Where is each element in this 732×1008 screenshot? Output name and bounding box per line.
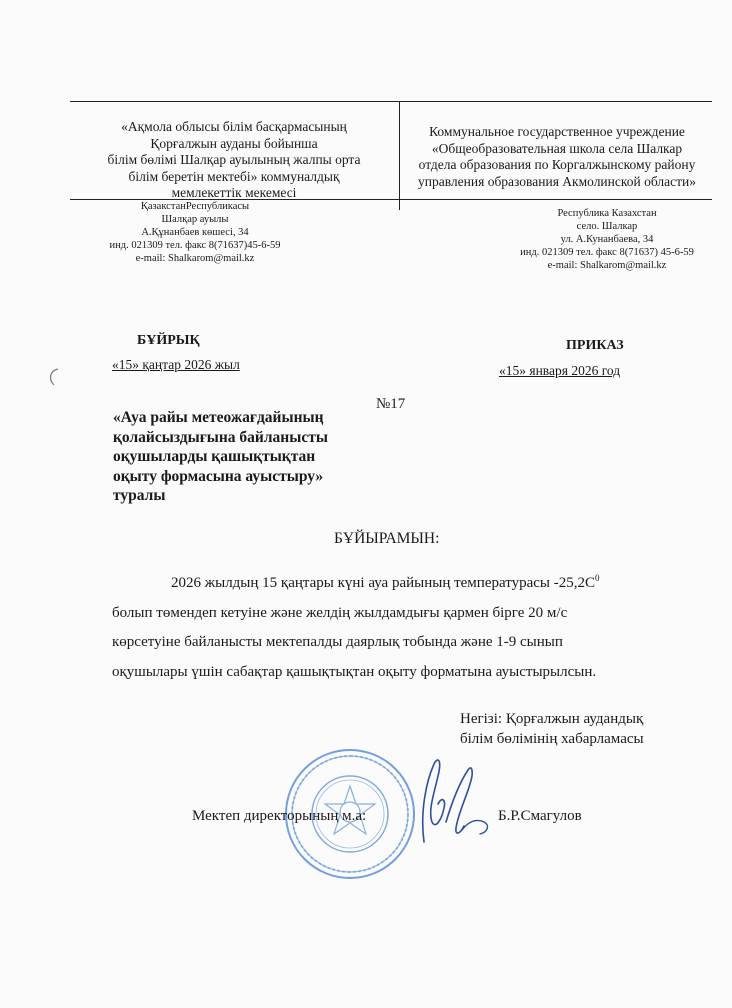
- header-left-line: мемлекеттік мекемесі: [171, 185, 297, 200]
- command-heading: БҰЙЫРАМЫН:: [334, 530, 440, 547]
- body-line-text: 2026 жылдың 15 қаңтары күні ауа райының температурасы -25,2С: [171, 575, 596, 591]
- body-line: болып төмендеп кетуіне және желдің жылдамдығы қармен бірге 20 м/с: [112, 604, 568, 621]
- header-right-line: управления образования Акмолинской области»: [418, 173, 696, 189]
- body-line: [112, 564, 672, 599]
- header-left-line: «Ақмола облысы білім басқармасының: [121, 119, 347, 134]
- title-line: оқушыларды қашықтықтан: [113, 448, 316, 465]
- address-line: Шалқар ауылы: [161, 214, 229, 225]
- header-left-line: Қорғалжын ауданы бойынша: [150, 135, 318, 151]
- title-line: қолайсыздығына байланысты: [113, 428, 328, 446]
- header-right-ru: [402, 124, 712, 190]
- address-line: ул. А.Кунанбаева, 34: [560, 234, 654, 245]
- address-line: инд. 021309 тел. факс 8(71637)45-6-59: [109, 240, 281, 251]
- header-right-line: отдела образования по Коргалжынскому району: [418, 157, 696, 172]
- signatory-title: Мектеп директорының м.а:: [192, 808, 367, 824]
- address-line: e-mail: Shalkarom@mail.kz: [135, 253, 255, 264]
- body-line: көрсетуіне байланысты мектепалды даярлық тобында және 1-9 сынып: [112, 634, 563, 650]
- degree-mark: 0: [595, 573, 600, 583]
- address-line: e-mail: Shalkarom@mail.kz: [547, 260, 667, 271]
- header-right-line: Коммунальное государственное учреждение: [429, 124, 685, 139]
- header-left-line: білім бөлімі Шалқар ауылының жалпы орта: [107, 152, 361, 167]
- address-line: А.Құнанбаев көшесі, 34: [141, 227, 249, 238]
- header-right-line: «Общеобразовательная школа села Шалкар: [431, 140, 683, 156]
- basis-line: білім бөлімінің хабарламасы: [460, 731, 644, 747]
- address-right: [482, 207, 732, 272]
- order-date-kz: «15» қаңтар 2026 жыл: [112, 357, 240, 372]
- order-label-kz: БҰЙРЫҚ: [137, 333, 200, 348]
- order-body: [112, 564, 672, 687]
- address-line: Республика Казахстан: [557, 208, 657, 219]
- body-line: оқушылары үшін сабақтар қашықтықтан оқыту форматына ауыстырылсын.: [112, 663, 597, 680]
- order-date-ru: «15» января 2026 год: [499, 363, 621, 378]
- header-divider: [399, 101, 400, 210]
- order-title: [113, 408, 383, 506]
- address-line: ҚазакстанРеспубликасы: [140, 201, 250, 212]
- signatory-name: Б.Р.Смагулов: [498, 808, 582, 824]
- header-left-line: білім беретін мектебі» коммуналдық: [128, 168, 340, 184]
- address-line: инд. 021309 тел. факс 8(71637) 45-6-59: [520, 247, 694, 258]
- title-line: оқыту формасына ауыстыру»: [113, 467, 324, 485]
- scan-artifact-mark: [46, 367, 60, 387]
- order-number: №17: [376, 396, 406, 412]
- order-label-ru: ПРИКАЗ: [566, 338, 624, 353]
- basis-line: Негізі: Қорғалжын аудандық: [460, 711, 644, 727]
- address-left: [70, 200, 320, 265]
- title-line: «Ауа райы метеожағдайының: [113, 409, 324, 426]
- address-line: село. Шалкар: [576, 221, 638, 232]
- title-line: туралы: [113, 487, 166, 504]
- basis: [460, 709, 644, 749]
- handwritten-signature: [412, 752, 502, 852]
- header-left-kz: [74, 119, 394, 202]
